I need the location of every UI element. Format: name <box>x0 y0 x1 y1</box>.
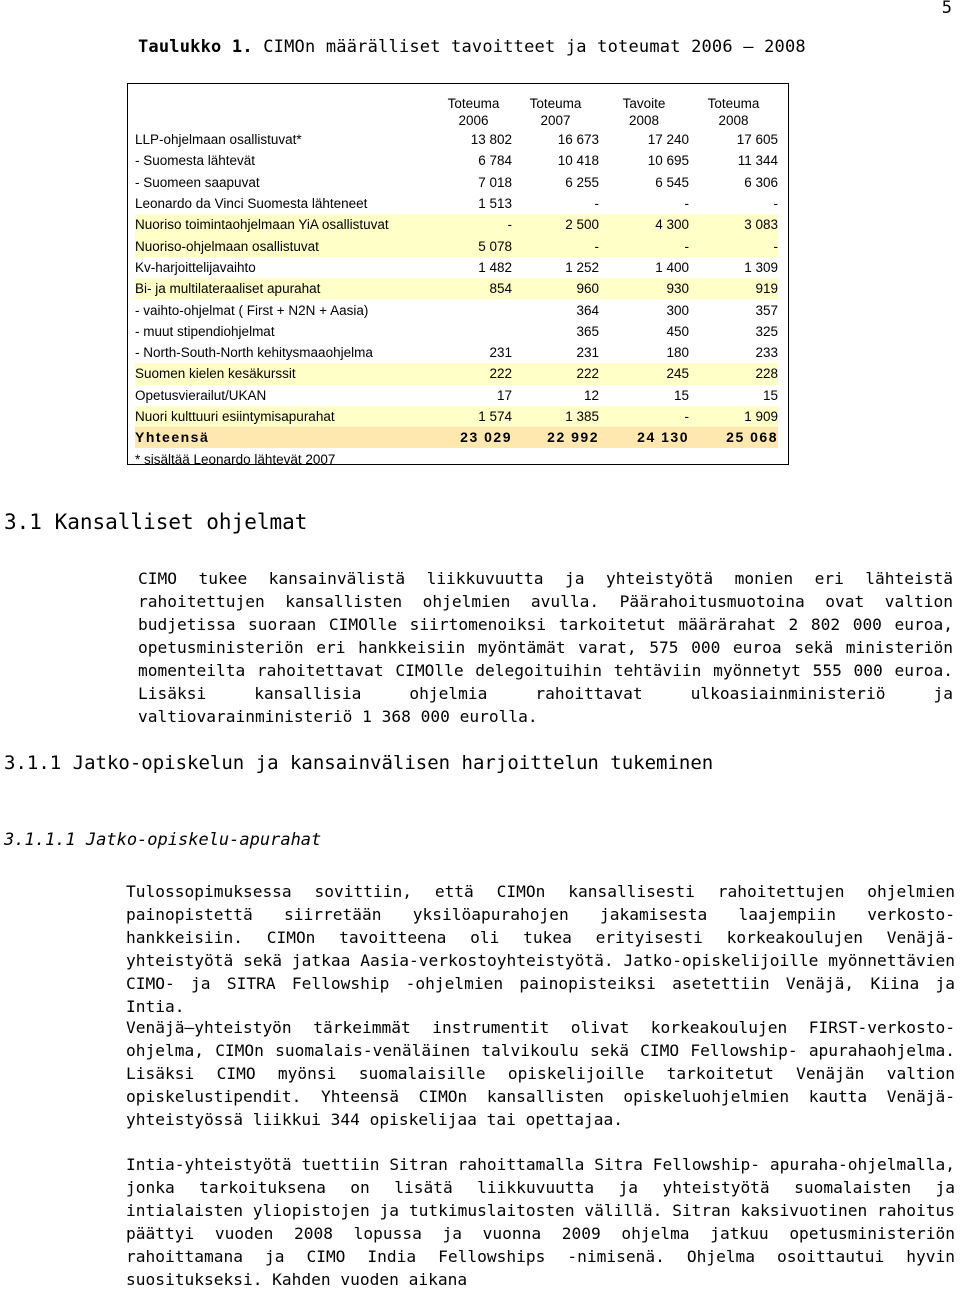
row-value: 245 <box>599 363 689 384</box>
caption-label: Taulukko 1. <box>138 37 253 57</box>
table-row <box>135 129 778 150</box>
row-value: 1 574 <box>435 406 512 427</box>
row-value: 364 <box>576 302 599 318</box>
total-value: 22 992 <box>512 427 599 448</box>
row-value <box>435 299 512 320</box>
row-value: - <box>512 235 599 256</box>
footnote-row <box>135 448 778 469</box>
row-label: - Suomeen saapuvat <box>135 174 260 190</box>
row-value: 6 545 <box>655 174 689 190</box>
total-value: 25 068 <box>689 427 778 448</box>
header-cell: Toteuma 2007 <box>529 96 582 128</box>
row-label: Suomen kielen kesäkurssit <box>135 363 435 384</box>
header-cell: Toteuma 2008 <box>707 96 760 128</box>
row-value: 222 <box>512 363 599 384</box>
row-value: 365 <box>576 323 599 339</box>
row-value: 1 309 <box>744 259 778 275</box>
row-value: 2 500 <box>512 214 599 235</box>
row-label: - North-South-North kehitysmaaohjelma <box>135 345 373 361</box>
row-value: 222 <box>435 363 512 384</box>
table-row <box>135 193 778 214</box>
row-label: - vaihto-ohjelmat ( First + N2N + Aasia) <box>135 302 369 318</box>
row-label: Opetusvierailut/UKAN <box>135 387 267 403</box>
row-value: - <box>599 235 689 256</box>
table-row <box>135 172 778 193</box>
paragraph-1: Tulossopimuksessa sovittiin, että CIMOn kansallisesti rahoitettujen ohjelmien painopistettä siirretään yksilöapurahojen jakamisesta laajempiin verkosto-hankkeisiin. CIMOn tavoitteena oli tukea erityisesti korkeakoulujen Venäjä-yhteistyötä sekä jatkaa Aasia-verkostoyhteistyötä. Jatko-opiskelijoille myönnettävien CIMO- ja SITRA Fellowship -ohjelmien painopisteiksi asetettiin Venäjä, Kiina ja Intia. <box>126 882 955 1016</box>
table-row <box>135 214 778 235</box>
table-row <box>135 385 778 406</box>
row-value: 4 300 <box>599 214 689 235</box>
section-heading-3-1-1: 3.1.1 Jatko-opiskelun ja kansainvälisen harjoittelun tukeminen <box>4 752 714 774</box>
data-table <box>135 89 778 470</box>
row-value: 854 <box>435 278 512 299</box>
row-value: - <box>773 196 778 212</box>
row-label: Nuoriso toimintaohjelmaan YiA osallistuvat <box>135 214 435 235</box>
data-table-frame <box>127 83 789 465</box>
paragraph-3: Intia-yhteistyötä tuettiin Sitran rahoittamalla Sitra Fellowship- apuraha-ohjelmalla, jonka tarkoituksena on lisätä liikkuvuutta ja yhteistyötä suomalaisten ja intialaisten yliopistojen ja tutkimuslaitosten välillä. Sitran kaksivuotinen rahoitus päättyi vuoden 2008 lopussa ja vuonna 2009 ohjelma jatkuu opetusministeriön rahoittamana ja CIMO India Fellowships -nimisenä. Ohjelma osoittautui hyvin suositukseksi. Kahden vuoden aikana <box>126 1155 955 1289</box>
total-row <box>135 427 778 448</box>
row-value: 919 <box>689 278 778 299</box>
row-label: LLP-ohjelmaan osallistuvat* <box>135 132 302 148</box>
header-cell: Toteuma 2006 <box>447 96 500 128</box>
table-row <box>135 363 778 384</box>
row-value: 6 306 <box>744 174 778 190</box>
row-value: 16 673 <box>557 132 599 148</box>
row-label: Nuori kulttuuri esiintymisapurahat <box>135 406 435 427</box>
row-value: 1 482 <box>478 259 512 275</box>
row-label: Leonardo da Vinci Suomesta lähteneet <box>135 196 368 212</box>
row-value: 1 252 <box>565 259 599 275</box>
row-value: 300 <box>666 302 689 318</box>
row-value: 1 909 <box>689 406 778 427</box>
row-value: 231 <box>576 345 599 361</box>
row-value: 3 083 <box>689 214 778 235</box>
row-value: 357 <box>755 302 778 318</box>
table-footnote: * sisältää Leonardo lähtevät 2007 <box>135 451 336 467</box>
row-label: Bi- ja multilateraaliset apurahat <box>135 278 435 299</box>
row-value: 6 255 <box>565 174 599 190</box>
row-value: 10 418 <box>557 153 599 169</box>
total-value: 24 130 <box>599 427 689 448</box>
row-value: 17 240 <box>647 132 689 148</box>
table-row <box>135 299 778 320</box>
paragraph-2: Venäjä—yhteistyön tärkeimmät instrumentit olivat korkeakoulujen FIRST-verkosto-ohjelma, CIMOn suomalais-venäläinen talvikoulu sekä CIMO Fellowship- apurahaohjelma. Lisäksi CIMO myönsi suomalaisille opiskelijoille tarkoitetut Venäjän valtion opiskelustipendit. Yhteensä CIMOn kansallisten opiskeluohjelmien kautta Venäjä-yhteistyössä liikkui 344 opiskelijaa tai opettajaa. <box>126 1018 955 1129</box>
table-header-row <box>135 89 778 129</box>
row-value: 228 <box>689 363 778 384</box>
section-heading-3-1: 3.1 Kansalliset ohjelmat <box>4 510 308 534</box>
row-value: - <box>684 196 689 212</box>
table-row <box>135 406 778 427</box>
row-value: 1 385 <box>512 406 599 427</box>
row-label: Kv-harjoittelijavaihto <box>135 259 256 275</box>
row-value: - <box>435 214 512 235</box>
row-label: - Suomesta lähtevät <box>135 153 256 169</box>
row-value: 10 695 <box>647 153 689 169</box>
row-value: 960 <box>512 278 599 299</box>
caption-text: CIMOn määrälliset tavoitteet ja toteumat 2006 – 2008 <box>263 37 806 57</box>
table-row <box>135 278 778 299</box>
row-value <box>435 321 512 342</box>
row-value: 15 <box>673 387 689 403</box>
row-value: - <box>599 406 689 427</box>
row-value: 15 <box>762 387 778 403</box>
row-value: 11 344 <box>737 153 778 169</box>
row-value: 233 <box>755 345 778 361</box>
table-row <box>135 257 778 278</box>
row-value: 5 078 <box>435 235 512 256</box>
row-value: 180 <box>666 345 689 361</box>
section-heading-3-1-1-1: 3.1.1.1 Jatko-opiskelu-apurahat <box>4 830 322 850</box>
total-label: Yhteensä <box>135 427 435 448</box>
row-value: 7 018 <box>478 174 512 190</box>
row-value: 325 <box>755 323 778 339</box>
row-value: - <box>594 196 599 212</box>
row-value: 930 <box>599 278 689 299</box>
table-row <box>135 342 778 363</box>
section-3-1-paragraph: CIMO tukee kansainvälistä liikkuvuutta ja yhteistyötä monien eri lähteistä rahoitettujen kansallisten ohjelmien avulla. Päärahoitusmuotoina ovat valtion budjetissa suoraan CIMOlle siirtomenoiksi tarkoitetut määrärahat 2 802 000 euroa, opetusministeriön eri hankkeisiin myöntämät varat, 575 000 euroa sekä ministeriön momenteilta rahoitettavat CIMOlle delegoituihin tehtäviin myönnetyt 555 000 euroa. Lisäksi kansallisia ohjelmia rahoittavat ulkoasiainministeriö ja valtiovarainministeriö 1 368 000 eurolla. <box>138 569 953 726</box>
row-value: 17 <box>496 387 512 403</box>
page-number: 5 <box>941 0 952 18</box>
row-value: 450 <box>666 323 689 339</box>
table-row <box>135 150 778 171</box>
table-row <box>135 321 778 342</box>
row-value: 12 <box>583 387 599 403</box>
row-value: 1 400 <box>655 259 689 275</box>
header-cell: Tavoite 2008 <box>622 96 666 128</box>
total-value: 23 029 <box>435 427 512 448</box>
row-value: 17 605 <box>736 132 778 148</box>
row-value: 13 802 <box>470 132 512 148</box>
row-label: Nuoriso-ohjelmaan osallistuvat <box>135 235 435 256</box>
row-value: 1 513 <box>478 196 512 212</box>
row-value: - <box>689 235 778 256</box>
table-row <box>135 235 778 256</box>
row-label: - muut stipendiohjelmat <box>135 323 275 339</box>
row-value: 6 784 <box>478 153 512 169</box>
row-value: 231 <box>489 345 512 361</box>
table-caption <box>138 37 806 57</box>
